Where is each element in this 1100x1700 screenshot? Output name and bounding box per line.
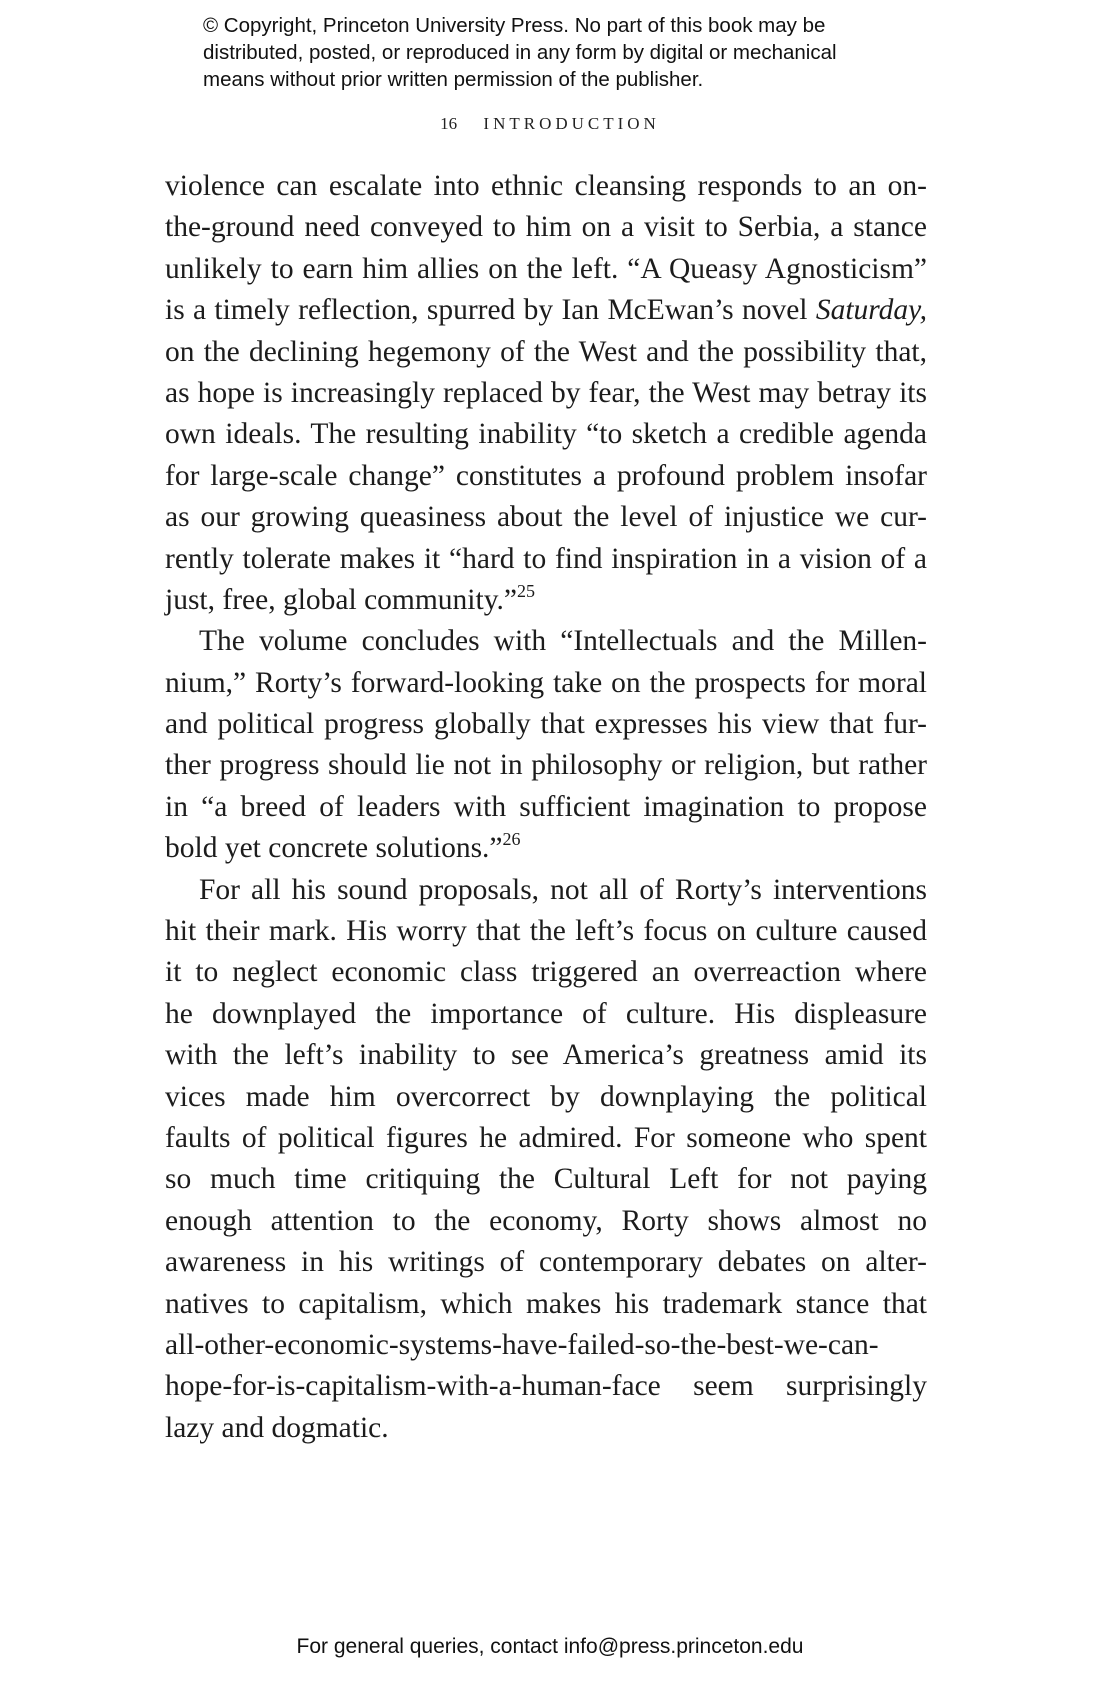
text-line: on the declining hegemony of the West and the possibility that, <box>165 335 927 368</box>
copyright-notice <box>203 12 923 93</box>
text-line: violence can escalate into ethnic cleansing responds to an on- <box>165 170 927 202</box>
text-segment: just, free, global community.” <box>165 583 517 616</box>
copyright-line: distributed, posted, or reproduced in any form by digital or mechanical <box>203 41 837 64</box>
text-line: hit their mark. His worry that the left’s focus on culture caused <box>165 915 927 948</box>
footnote-marker: 26 <box>502 829 521 850</box>
footnote-marker: 25 <box>517 580 535 601</box>
body-text <box>165 166 927 1449</box>
running-head <box>0 114 1100 134</box>
text-line: lazy and dogmatic. <box>165 1411 389 1444</box>
text-segment: bold yet concrete solutions.” <box>165 832 503 865</box>
text-line: unlikely to earn him allies on the left. “A Queasy Agnosticism” <box>165 252 927 285</box>
copyright-line: means without prior written permission of the publisher. <box>203 68 704 91</box>
text-line: all-other-economic-systems-have-failed-so-the-best-we-can- <box>165 1328 879 1361</box>
text-line: awareness in his writings of contemporary debates on alter- <box>165 1246 927 1279</box>
chapter-title: INTRODUCTION <box>483 114 660 133</box>
text-line: hope-for-is-capitalism-with-a-human-face seem surprisingly <box>165 1370 927 1403</box>
page-number: 16 <box>440 114 458 133</box>
text-line: with the left’s inability to see America’s greatness amid its <box>165 1039 927 1072</box>
text-line: enough attention to the economy, Rorty shows almost no <box>165 1204 927 1237</box>
copyright-line: © Copyright, Princeton University Press. No part of this book may be <box>203 14 826 37</box>
text-line: nium,” Rorty’s forward-looking take on the prospects for moral <box>165 666 927 699</box>
text-line <box>165 580 927 621</box>
text-line: for large-scale change” constitutes a profound problem insofar <box>165 459 927 492</box>
text-line: own ideals. The resulting inability “to sketch a credible agenda <box>165 418 927 451</box>
text-line: the-ground need conveyed to him on a visit to Serbia, a stance <box>165 211 927 244</box>
text-line: faults of political figures he admired. For someone who spent <box>165 1121 927 1154</box>
text-line: and political progress globally that expresses his view that fur- <box>165 708 927 741</box>
text-line: For all his sound proposals, not all of Rorty’s interventions <box>199 873 927 906</box>
text-line: as hope is increasingly replaced by fear, the West may betray its <box>165 376 927 409</box>
text-line: it to neglect economic class triggered an overreaction where <box>165 956 927 989</box>
text-line: so much time critiquing the Cultural Left for not paying <box>165 1163 927 1196</box>
text-line: natives to capitalism, which makes his trademark stance that <box>165 1287 927 1320</box>
text-line: vices made him overcorrect by downplaying the political <box>165 1080 927 1113</box>
text-line: he downplayed the importance of culture. His displeasure <box>165 997 927 1030</box>
text-line <box>165 290 927 331</box>
text-line: The volume concludes with “Intellectuals and the Millen- <box>199 625 927 658</box>
text-line <box>165 828 927 869</box>
text-line: as our growing queasiness about the level of injustice we cur- <box>165 501 927 534</box>
text-line: ther progress should lie not in philosophy or religion, but rather <box>165 749 927 782</box>
book-title: Saturday, <box>815 294 927 327</box>
text-line: rently tolerate makes it “hard to find inspiration in a vision of a <box>165 542 927 575</box>
text-line: in “a breed of leaders with sufficient imagination to propose <box>165 790 927 823</box>
footer-contact: For general queries, contact info@press.princeton.edu <box>296 1635 804 1658</box>
text-segment: is a timely reflection, spurred by Ian McEwan’s novel <box>165 294 808 327</box>
